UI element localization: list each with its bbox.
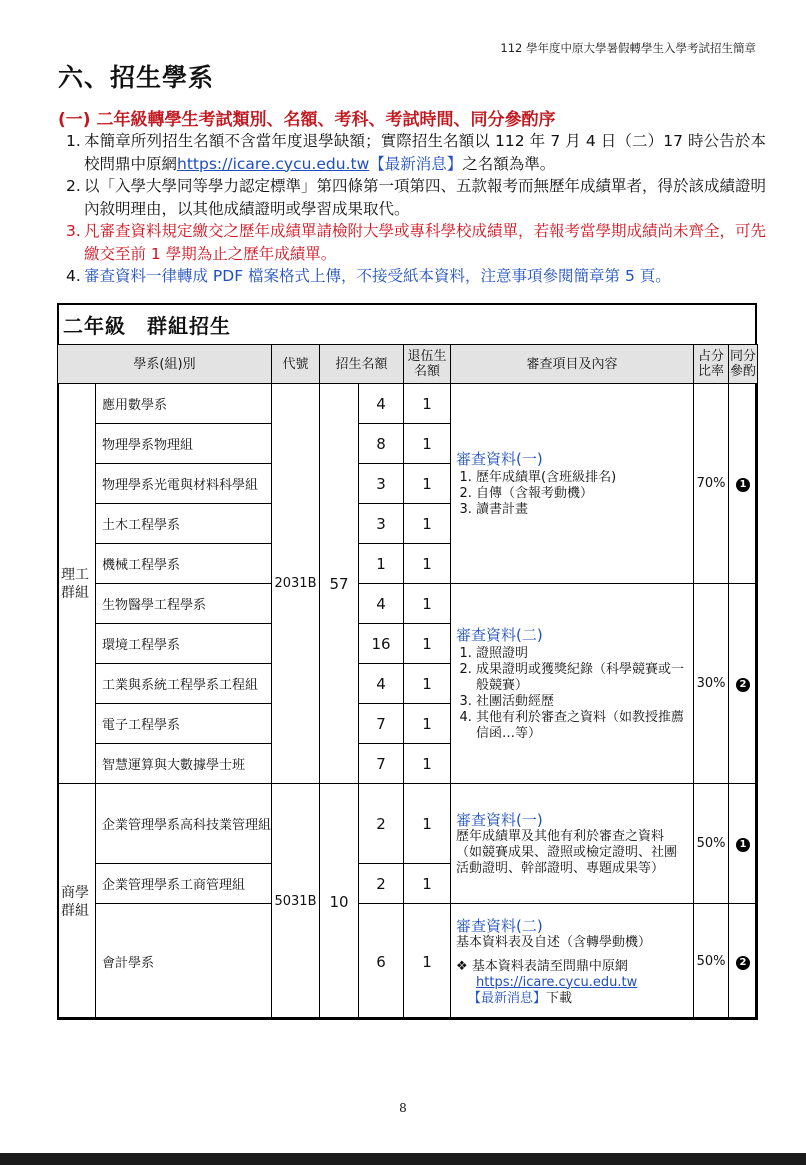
- army-quota: 1: [404, 464, 451, 504]
- header-review: 審查項目及內容: [451, 345, 694, 384]
- review-item: 2. 自傳（含報考動機）: [476, 486, 689, 502]
- dept-name: 會計學系: [96, 904, 272, 1020]
- icare-link[interactable]: https://icare.cycu.edu.tw: [476, 974, 638, 990]
- army-quota: 1: [404, 504, 451, 544]
- army-quota: 1: [404, 544, 451, 584]
- header-quota: 招生名額: [320, 345, 404, 384]
- review-title: 審查資料(一): [456, 810, 543, 829]
- dept-quota: 4: [359, 384, 404, 424]
- review-item: 1. 證照證明: [476, 646, 689, 662]
- note-number: 3.: [66, 222, 81, 240]
- bottom-bar: [0, 1153, 806, 1165]
- dept-name: 智慧運算與大數據學士班: [96, 744, 272, 784]
- note-text: 以「入學大學同等學力認定標準」第四條第一項第四、五款報考而無歷年成績單者，得於該成績證明內敘明理由，以其他成績證明或學習成果取代。: [84, 177, 767, 218]
- dept-name: 企業管理學系工商管理組: [96, 864, 272, 904]
- notes-list: [66, 130, 766, 288]
- admission-table: [57, 344, 758, 1020]
- review-item: 4. 其他有利於審查之資料（如教授推薦信函…等）: [476, 710, 689, 742]
- review-items: [456, 646, 689, 742]
- note-number: 2.: [66, 177, 81, 195]
- circled-number-icon: 1: [736, 838, 750, 852]
- group-code: 5031B: [272, 784, 320, 1020]
- note-text: 基本資料表請至問鼎中原網: [471, 958, 628, 974]
- dept-quota: 3: [359, 464, 404, 504]
- tie-order: [729, 904, 758, 1020]
- table-row: [58, 384, 758, 424]
- ratio: 50%: [694, 904, 729, 1020]
- dept-quota: 4: [359, 664, 404, 704]
- review-item: 2. 成果證明或獲獎紀錄（科學競賽或一般競賽）: [476, 662, 689, 694]
- review-title: 審查資料(二): [456, 916, 543, 935]
- review-item: 3. 讀書計畫: [476, 502, 689, 518]
- dept-name: 生物醫學工程學系: [96, 584, 272, 624]
- note-4: [66, 265, 766, 288]
- note-1: [66, 130, 766, 175]
- ratio: 30%: [694, 584, 729, 784]
- header-code: 代號: [272, 345, 320, 384]
- review-items: [456, 470, 689, 518]
- review-item: 3. 社團活動經歷: [476, 694, 689, 710]
- header-army: 退伍生 名額: [404, 345, 451, 384]
- note-text: 審查資料一律轉成 PDF 檔案格式上傳，不接受紙本資料，注意事項參閱簡章第 5 頁。: [84, 267, 671, 285]
- header-ratio: 占分 比率: [694, 345, 729, 384]
- army-quota: 1: [404, 784, 451, 864]
- note-text: 下載: [546, 990, 573, 1006]
- group-science: 理工 群組: [58, 384, 96, 784]
- table-row: [58, 584, 758, 624]
- dept-name: 土木工程學系: [96, 504, 272, 544]
- group-code: 2031B: [272, 384, 320, 784]
- army-quota: 1: [404, 384, 451, 424]
- tie-order: [729, 584, 758, 784]
- subsection-title: (一) 二年級轉學生考試類別、名額、考科、考試時間、同分參酌序: [58, 110, 556, 130]
- circled-number-icon: 2: [736, 956, 750, 970]
- ratio: 50%: [694, 784, 729, 904]
- header-dept: 學系(組)別: [58, 345, 272, 384]
- dept-quota: 7: [359, 744, 404, 784]
- page-number: 8: [399, 1101, 407, 1115]
- dept-name: 電子工程學系: [96, 704, 272, 744]
- dept-quota: 3: [359, 504, 404, 544]
- group-quota: 10: [320, 784, 359, 1020]
- download-note: [456, 959, 689, 1007]
- review-2-science: [451, 584, 694, 784]
- latest-news-tag: 【最新消息】: [369, 154, 463, 173]
- icare-link[interactable]: https://icare.cycu.edu.tw: [177, 154, 370, 173]
- review-1-science: [451, 384, 694, 584]
- dept-quota: 8: [359, 424, 404, 464]
- review-1-business: [451, 784, 694, 904]
- dept-quota: 6: [359, 904, 404, 1020]
- header-seq: 同分 參酌: [729, 345, 758, 384]
- dept-quota: 7: [359, 704, 404, 744]
- note-text: 本簡章所列招生名額不含當年度退學缺額；實際招生名額以 112 年 7 月 4 日（二）17 時公告於本校問鼎中原網https://icare.cycu.edu.tw【最新消息】之名額為準。: [84, 132, 766, 173]
- dept-name: 工業與系統工程學系工程組: [96, 664, 272, 704]
- note-2: [66, 175, 766, 220]
- dept-quota: 16: [359, 624, 404, 664]
- latest-news-tag: 【最新消息】: [468, 990, 547, 1006]
- dept-quota: 2: [359, 864, 404, 904]
- dept-quota: 2: [359, 784, 404, 864]
- dept-quota: 4: [359, 584, 404, 624]
- ratio: 70%: [694, 384, 729, 584]
- circled-number-icon: 2: [736, 678, 750, 692]
- group-quota: 57: [320, 384, 359, 784]
- army-quota: 1: [404, 664, 451, 704]
- table-row: [58, 784, 758, 864]
- tie-order: [729, 384, 758, 584]
- review-item: 1. 歷年成績單(含班級排名): [476, 470, 689, 486]
- note-text: 凡審查資料規定繳交之歷年成績單請檢附大學或專科學校成績單，若報考當學期成績尚未齊全，可先繳交至前 1 學期為止之歷年成績單。: [84, 222, 767, 263]
- tie-order: [729, 784, 758, 904]
- army-quota: 1: [404, 424, 451, 464]
- table-row: [58, 904, 758, 1020]
- army-quota: 1: [404, 744, 451, 784]
- army-quota: 1: [404, 624, 451, 664]
- review-text: 基本資料表及自述（含轉學動機）: [456, 934, 652, 950]
- note-number: 4.: [66, 267, 81, 285]
- running-head: 112 學年度中原大學暑假轉學生入學考試招生簡章: [500, 41, 756, 55]
- review-title: 審查資料(二): [456, 625, 543, 644]
- dept-name: 物理學系物理組: [96, 424, 272, 464]
- dept-name: 環境工程學系: [96, 624, 272, 664]
- dept-name: 機械工程學系: [96, 544, 272, 584]
- dept-name: 物理學系光電與材料科學組: [96, 464, 272, 504]
- circled-number-icon: 1: [736, 478, 750, 492]
- dept-name: 企業管理學系高科技業管理組: [96, 784, 272, 864]
- section-title: 六、招生學系: [58, 63, 215, 92]
- table-title: 二年級 群組招生: [63, 314, 231, 338]
- review-title: 審查資料(一): [456, 449, 543, 468]
- dept-name: 應用數學系: [96, 384, 272, 424]
- army-quota: 1: [404, 904, 451, 1020]
- table-header-row: [58, 345, 758, 384]
- group-business: 商學 群組: [58, 784, 96, 1020]
- army-quota: 1: [404, 704, 451, 744]
- army-quota: 1: [404, 864, 451, 904]
- note-number: 1.: [66, 132, 81, 150]
- dept-quota: 1: [359, 544, 404, 584]
- review-text: 歷年成績單及其他有利於審查之資料（如競賽成果、證照或檢定證明、社團活動證明、幹部證明、專題成果等）: [456, 828, 678, 876]
- diamond-bullet-icon: ❖: [456, 958, 468, 974]
- review-2-business: [451, 904, 694, 1020]
- army-quota: 1: [404, 584, 451, 624]
- note-3: [66, 220, 766, 265]
